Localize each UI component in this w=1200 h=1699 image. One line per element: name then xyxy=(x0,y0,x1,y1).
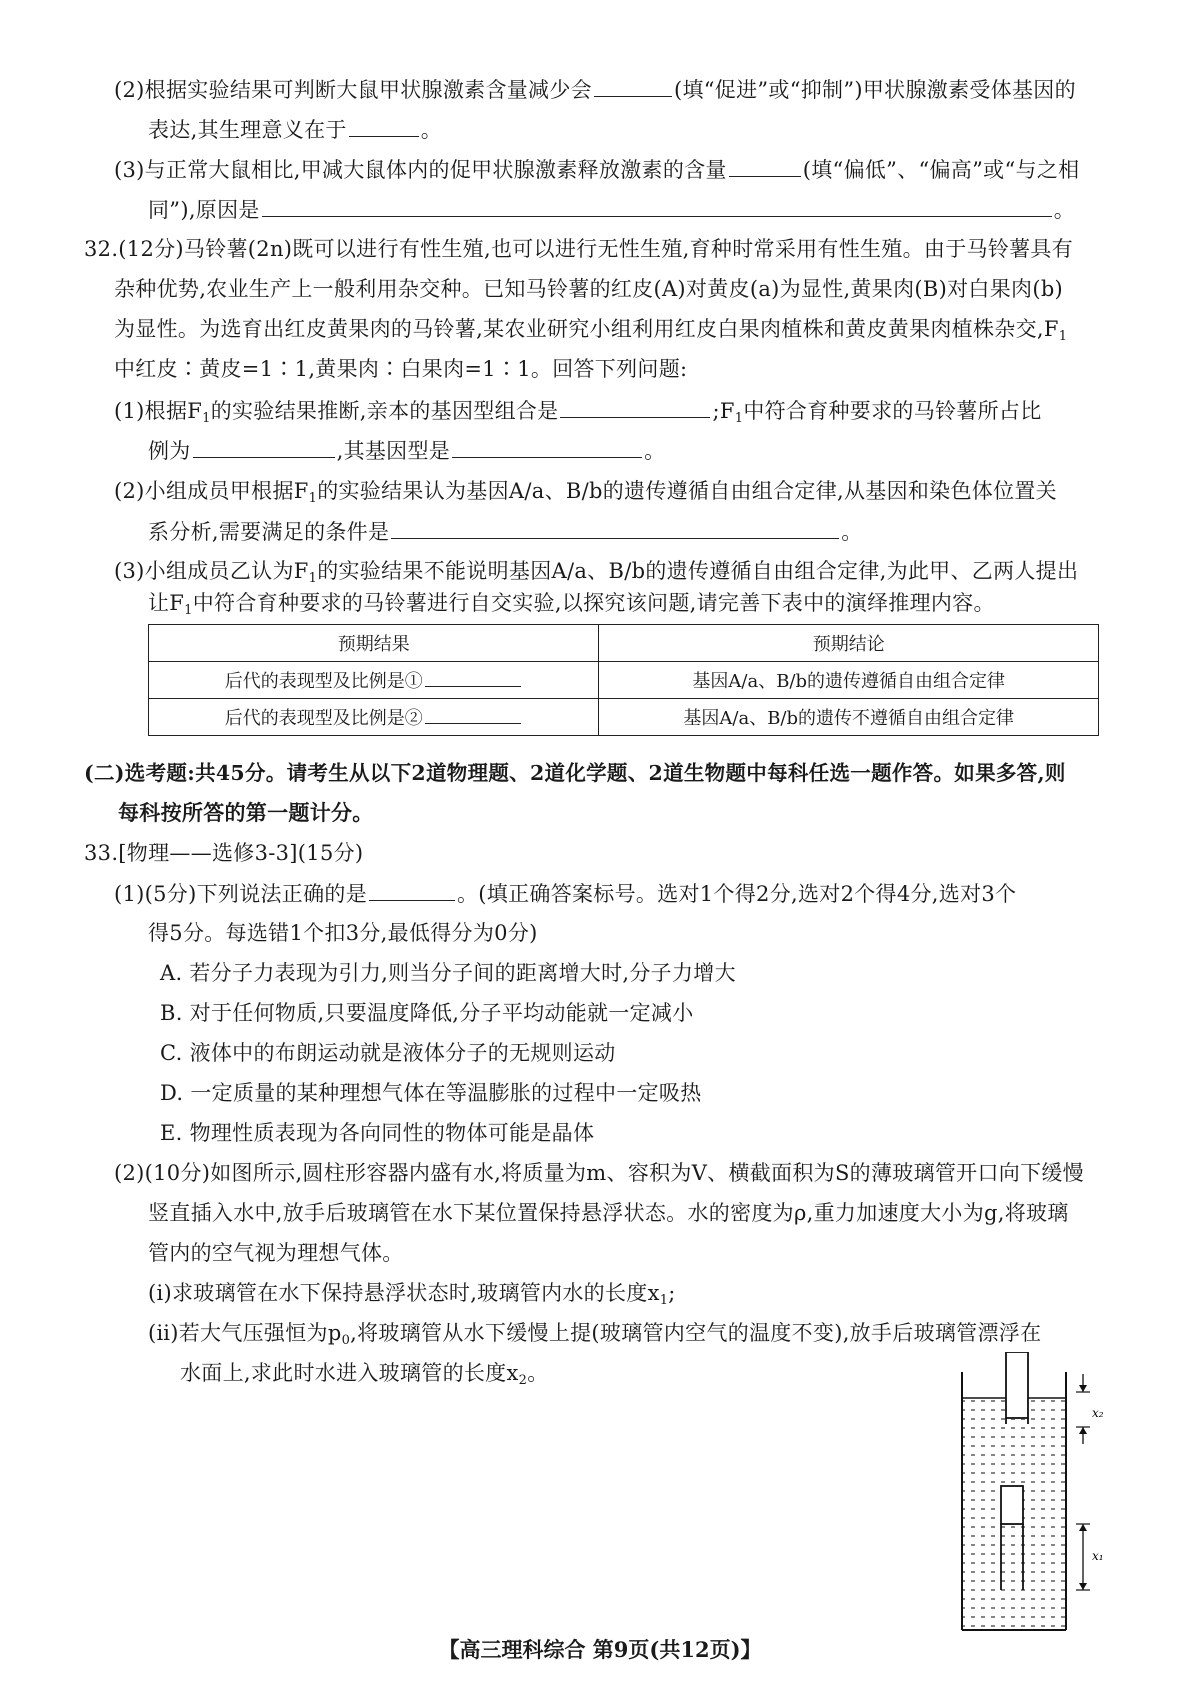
text: (2)小组成员甲根据F xyxy=(114,479,309,503)
q33-part2-ii-line1 xyxy=(148,1318,1041,1356)
option-a: A. 若分子力表现为引力,则当分子间的距离增大时,分子力增大 xyxy=(160,961,736,985)
prediction-table xyxy=(148,624,1099,736)
option-b: B. 对于任何物质,只要温度降低,分子平均动能就一定减小 xyxy=(160,1001,694,1025)
q33-part2-i xyxy=(148,1278,676,1316)
table-cell xyxy=(149,662,599,699)
text: 。 xyxy=(420,118,442,142)
q32-part1-line1 xyxy=(114,395,1042,434)
table-header: 预期结论 xyxy=(599,625,1099,662)
q32-part3-line2 xyxy=(148,588,995,626)
text: (3)与正常大鼠相比,甲减大鼠体内的促甲状腺激素释放激素的含量 xyxy=(114,158,727,182)
section2-line2: 每科按所答的第一题计分。 xyxy=(118,800,374,825)
text: 表达,其生理意义在于 xyxy=(148,118,347,142)
table-row xyxy=(149,699,1099,736)
text: ;F xyxy=(712,399,735,423)
q32-part2-line2 xyxy=(148,516,863,547)
q33-part2-ii-line2 xyxy=(180,1358,549,1396)
q31-part3-line1 xyxy=(114,154,1079,185)
text: 例为 xyxy=(148,439,191,463)
subscript: 1 xyxy=(1058,329,1068,344)
q33-title: 33.[物理——选修3-3](15分) xyxy=(84,841,364,865)
q32-part1-line2 xyxy=(148,435,665,466)
text: ; xyxy=(668,1281,676,1305)
text: 为显性。为选育出红皮黄果肉的马铃薯,某农业研究小组利用红皮白果肉植株和黄皮黄果肉植株杂交,F xyxy=(114,317,1059,341)
text: (填“偏低”、“偏高”或“与之相 xyxy=(802,158,1080,182)
q32-stem-line3 xyxy=(114,314,1067,352)
text: 同”),原因是 xyxy=(148,198,260,222)
text: 后代的表现型及比例是② xyxy=(224,708,423,729)
text: 。 xyxy=(841,520,863,544)
table-row xyxy=(149,662,1099,699)
text: 的实验结果推断,亲本的基因型组合是 xyxy=(210,399,559,423)
q33-part1-line2: 得5分。每选错1个扣3分,最低得分为0分) xyxy=(148,921,538,945)
q31-part2-line1 xyxy=(114,74,1076,105)
text: (3)小组成员乙认为F xyxy=(114,559,309,583)
floating-tube-water xyxy=(1007,1418,1027,1424)
option-c: C. 液体中的布朗运动就是液体分子的无规则运动 xyxy=(160,1041,616,1065)
text: (1)根据F xyxy=(114,399,203,423)
subscript: 1 xyxy=(734,411,744,426)
text: 系分析,需要满足的条件是 xyxy=(148,520,390,544)
q32-stem-line2: 杂种优势,农业生产上一般利用杂交种。已知马铃薯的红皮(A)对黄皮(a)为显性,黄果肉(B)对白果肉(b) xyxy=(114,277,1064,301)
submerged-tube xyxy=(1001,1486,1023,1524)
answer-blank[interactable] xyxy=(262,194,1052,217)
text: 让F xyxy=(148,591,185,615)
text: (填“促进”或“抑制”)甲状腺激素受体基因的 xyxy=(673,78,1076,102)
subscript: 1 xyxy=(308,491,318,506)
table-cell xyxy=(149,699,599,736)
answer-blank[interactable] xyxy=(425,668,521,687)
label-x1: x₁ xyxy=(1092,1549,1104,1563)
answer-blank[interactable] xyxy=(349,114,419,137)
text: 后代的表现型及比例是① xyxy=(224,671,423,692)
answer-blank[interactable] xyxy=(425,705,521,724)
text: (ⅱ)若大气压强恒为p xyxy=(148,1321,342,1345)
q31-part2-line2 xyxy=(148,114,442,145)
text: (2)根据实验结果可判断大鼠甲状腺激素含量减少会 xyxy=(114,78,592,102)
q32-stem-line4: 中红皮∶黄皮=1∶1,黄果肉∶白果肉=1∶1。回答下列问题: xyxy=(114,357,688,381)
option-e: E. 物理性质表现为各向同性的物体可能是晶体 xyxy=(160,1121,595,1145)
page-footer: 【高三理科综合 第9页(共12页)】 xyxy=(438,1637,762,1662)
text: 的实验结果不能说明基因A/a、B/b的遗传遵循自由组合定律,为此甲、乙两人提出 xyxy=(317,559,1079,583)
table-cell: 基因A/a、B/b的遗传不遵循自由组合定律 xyxy=(599,699,1099,736)
answer-blank[interactable] xyxy=(594,74,672,97)
text: (ⅰ)求玻璃管在水下保持悬浮状态时,玻璃管内水的长度x xyxy=(148,1281,660,1305)
q32-part2-line1 xyxy=(114,476,1057,514)
tube-diagram xyxy=(950,1352,1120,1642)
text: 的实验结果认为基因A/a、B/b的遗传遵循自由组合定律,从基因和染色体位置关 xyxy=(317,479,1057,503)
answer-blank[interactable] xyxy=(369,878,455,901)
text: 。 xyxy=(527,1361,549,1385)
q33-part2-line2: 竖直插入水中,放手后玻璃管在水下某位置保持悬浮状态。水的密度为ρ,重力加速度大小为g,将玻璃 xyxy=(148,1201,1069,1225)
table-header: 预期结果 xyxy=(149,625,599,662)
answer-blank[interactable] xyxy=(193,435,335,458)
text: ,其基因型是 xyxy=(336,439,451,463)
subscript: 2 xyxy=(518,1373,528,1388)
floating-tube xyxy=(1006,1352,1028,1418)
text: 。(填正确答案标号。选对1个得2分,选对2个得4分,选对3个 xyxy=(457,882,1017,906)
q33-part2-line3: 管内的空气视为理想气体。 xyxy=(148,1241,404,1265)
subscript: 1 xyxy=(184,603,193,618)
table-cell: 基因A/a、B/b的遗传遵循自由组合定律 xyxy=(599,662,1099,699)
q31-part3-line2 xyxy=(148,194,1075,225)
text: (1)(5分)下列说法正确的是 xyxy=(114,882,367,906)
text: 水面上,求此时水进入玻璃管的长度x xyxy=(180,1361,519,1385)
subscript: 1 xyxy=(308,571,318,586)
text: ,将玻璃管从水下缓慢上提(玻璃管内空气的温度不变),放手后玻璃管漂浮在 xyxy=(350,1321,1042,1345)
text: 中符合育种要求的马铃薯所占比 xyxy=(743,399,1042,423)
section2-line1: (二)选考题:共45分。请考生从以下2道物理题、2道化学题、2道生物题中每科任选一题作答。如果多答,则 xyxy=(84,761,1066,785)
q32-stem-line1: 32.(12分)马铃薯(2n)既可以进行有性生殖,也可以进行无性生殖,育种时常采用有性生殖。由于马铃薯具有 xyxy=(84,237,1074,261)
subscript: 1 xyxy=(202,411,211,426)
answer-blank[interactable] xyxy=(391,516,839,539)
text: 。 xyxy=(1053,198,1076,222)
q33-part2-line1: (2)(10分)如图所示,圆柱形容器内盛有水,将质量为m、容积为V、横截面积为S的薄玻璃管开口向下缓慢 xyxy=(114,1161,1084,1185)
text: 中符合育种要求的马铃薯进行自交实验,以探究该问题,请完善下表中的演绎推理内容。 xyxy=(192,591,995,615)
q33-part1-line1 xyxy=(114,878,1016,909)
answer-blank[interactable] xyxy=(729,154,801,177)
text: 。 xyxy=(644,439,666,463)
table-header-row xyxy=(149,625,1099,662)
label-x2: x₂ xyxy=(1092,1406,1104,1420)
subscript: 1 xyxy=(659,1293,669,1308)
answer-blank[interactable] xyxy=(560,395,710,418)
subscript: 0 xyxy=(341,1333,351,1348)
option-d: D. 一定质量的某种理想气体在等温膨胀的过程中一定吸热 xyxy=(160,1081,702,1105)
answer-blank[interactable] xyxy=(452,435,642,458)
